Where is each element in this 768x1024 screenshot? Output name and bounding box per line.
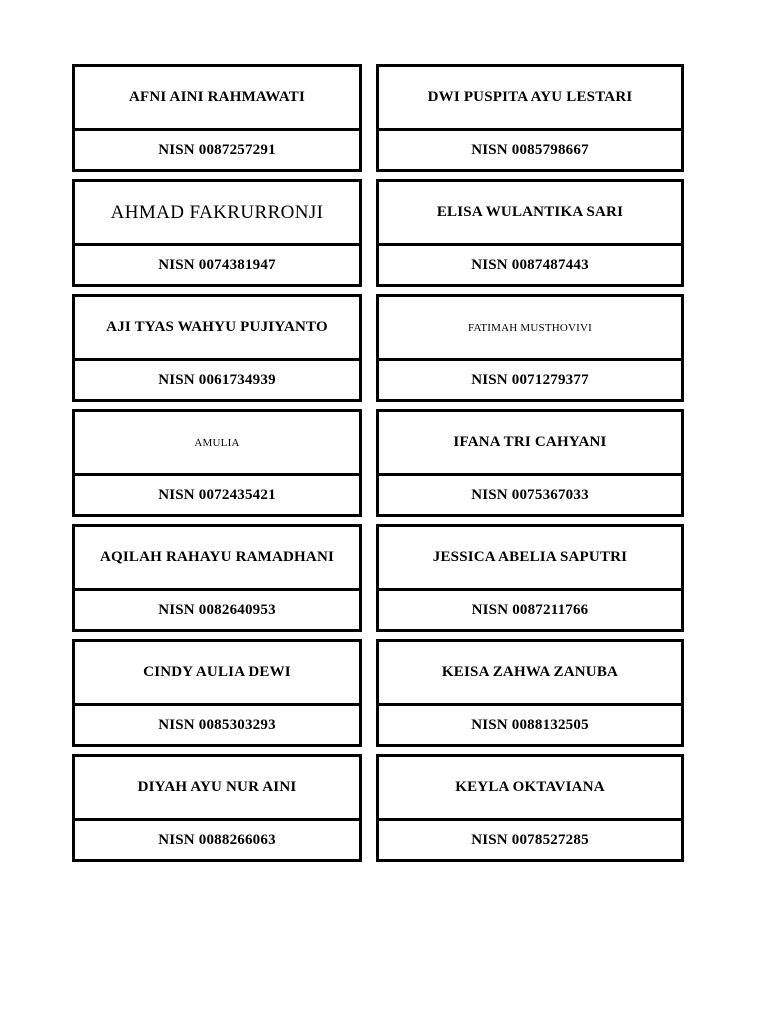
student-name: KEYLA OKTAVIANA: [379, 757, 681, 821]
name-card: [72, 639, 362, 747]
name-card: [376, 179, 684, 287]
student-nisn: NISN 0088266063: [158, 831, 276, 848]
student-nisn: NISN 0085798667: [471, 141, 589, 158]
name-card: [376, 64, 684, 172]
name-card: [376, 754, 684, 862]
student-nisn: NISN 0061734939: [158, 371, 276, 388]
student-nisn: NISN 0071279377: [471, 371, 589, 388]
student-name: CINDY AULIA DEWI: [75, 642, 359, 706]
name-card: [72, 179, 362, 287]
student-name: KEISA ZAHWA ZANUBA: [379, 642, 681, 706]
student-name: AQILAH RAHAYU RAMADHANI: [75, 527, 359, 591]
name-card: [376, 294, 684, 402]
name-card: [376, 639, 684, 747]
student-name: IFANA TRI CAHYANI: [379, 412, 681, 476]
name-card: [72, 294, 362, 402]
name-card: [72, 64, 362, 172]
student-nisn: NISN 0072435421: [158, 486, 276, 503]
student-name: AHMAD FAKRURRONJI: [75, 182, 359, 246]
student-name: AFNI AINI RAHMAWATI: [75, 67, 359, 131]
student-nisn: NISN 0087487443: [471, 256, 589, 273]
name-card-sheet: [72, 64, 684, 862]
student-nisn: NISN 0087211766: [471, 601, 589, 618]
student-nisn: NISN 0082640953: [158, 601, 276, 618]
student-nisn: NISN 0085303293: [158, 716, 276, 733]
student-nisn: NISN 0088132505: [471, 716, 589, 733]
name-card: [72, 409, 362, 517]
student-name: FATIMAH MUSTHOVIVI: [379, 297, 681, 361]
student-name: AJI TYAS WAHYU PUJIYANTO: [75, 297, 359, 361]
student-name: DIYAH AYU NUR AINI: [75, 757, 359, 821]
name-card: [72, 754, 362, 862]
student-name: ELISA WULANTIKA SARI: [379, 182, 681, 246]
name-card: [376, 524, 684, 632]
student-nisn: NISN 0087257291: [158, 141, 276, 158]
student-name: JESSICA ABELIA SAPUTRI: [379, 527, 681, 591]
student-nisn: NISN 0078527285: [471, 831, 589, 848]
student-nisn: NISN 0075367033: [471, 486, 589, 503]
name-card: [376, 409, 684, 517]
student-nisn: NISN 0074381947: [158, 256, 276, 273]
student-name: DWI PUSPITA AYU LESTARI: [379, 67, 681, 131]
name-card: [72, 524, 362, 632]
student-name: AMULIA: [75, 412, 359, 476]
